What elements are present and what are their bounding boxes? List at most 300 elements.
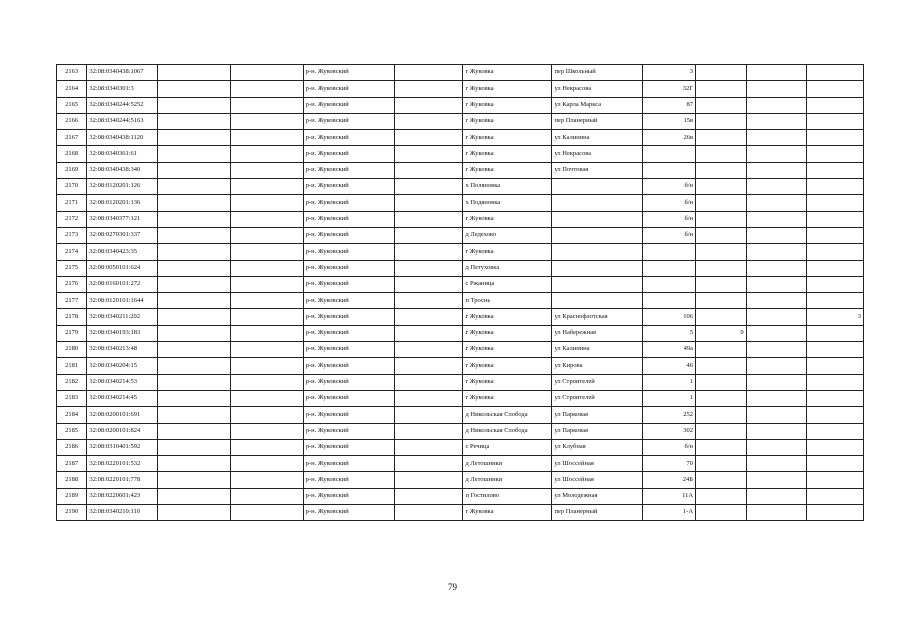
- extra-cell: [807, 505, 864, 521]
- extra-cell: [807, 65, 864, 81]
- locality-cell: г Жуковка: [463, 325, 552, 341]
- extra-cell: [696, 162, 747, 178]
- empty-cell: [394, 244, 463, 260]
- street-cell: ул Шоссейная: [552, 456, 643, 472]
- extra-cell: [807, 146, 864, 162]
- extra-cell: [696, 179, 747, 195]
- empty-cell: [230, 374, 303, 390]
- district-cell: р-н. Жуковский: [303, 505, 394, 521]
- house-cell: 24Б: [643, 472, 696, 488]
- street-cell: ул Строителей: [552, 390, 643, 406]
- table-row: [57, 456, 864, 472]
- extra-cell: [696, 505, 747, 521]
- empty-cell: [746, 374, 807, 390]
- locality-cell: г Жуковка: [463, 211, 552, 227]
- row-number: 2181: [57, 358, 87, 374]
- extra-cell: [807, 293, 864, 309]
- street-cell: ул Почтовая: [552, 162, 643, 178]
- empty-cell: [230, 260, 303, 276]
- table-row: [57, 407, 864, 423]
- house-cell: б/н: [643, 227, 696, 243]
- district-cell: р-н. Жуковский: [303, 472, 394, 488]
- empty-cell: [158, 309, 231, 325]
- cadastral-number: 32:08:0340193:183: [87, 325, 158, 341]
- street-cell: ул Некрасова: [552, 146, 643, 162]
- empty-cell: [746, 439, 807, 455]
- table-row: [57, 65, 864, 81]
- district-cell: р-н. Жуковский: [303, 162, 394, 178]
- empty-cell: [230, 244, 303, 260]
- table-row: [57, 260, 864, 276]
- table-row: [57, 244, 864, 260]
- street-cell: ул Шоссейная: [552, 472, 643, 488]
- empty-cell: [158, 260, 231, 276]
- empty-cell: [230, 97, 303, 113]
- extra-cell: 3: [807, 309, 864, 325]
- district-cell: р-н. Жуковский: [303, 227, 394, 243]
- district-cell: р-н. Жуковский: [303, 325, 394, 341]
- cadastral-number: 32:08:0340377:121: [87, 211, 158, 227]
- street-cell: [552, 244, 643, 260]
- empty-cell: [158, 472, 231, 488]
- cadastral-number: 32:08:0340438:1120: [87, 130, 158, 146]
- locality-cell: г Жуковка: [463, 81, 552, 97]
- empty-cell: [746, 162, 807, 178]
- empty-cell: [394, 472, 463, 488]
- empty-cell: [394, 423, 463, 439]
- cadastral-number: 32:08:0120201:126: [87, 179, 158, 195]
- empty-cell: [158, 146, 231, 162]
- extra-cell: [696, 293, 747, 309]
- empty-cell: [230, 113, 303, 129]
- house-cell: [643, 244, 696, 260]
- cadastral-number: 32:08:0340214:53: [87, 374, 158, 390]
- extra-cell: [696, 130, 747, 146]
- street-cell: ул Парковая: [552, 407, 643, 423]
- house-cell: 302: [643, 423, 696, 439]
- empty-cell: [394, 374, 463, 390]
- table-row: [57, 358, 864, 374]
- empty-cell: [394, 81, 463, 97]
- cadastral-number: 32:08:0220101:532: [87, 456, 158, 472]
- row-number: 2178: [57, 309, 87, 325]
- empty-cell: [158, 407, 231, 423]
- empty-cell: [158, 505, 231, 521]
- locality-cell: г Жуковка: [463, 97, 552, 113]
- locality-cell: г Жуковка: [463, 390, 552, 406]
- table-row: [57, 505, 864, 521]
- row-number: 2180: [57, 342, 87, 358]
- empty-cell: [746, 423, 807, 439]
- street-cell: ул Кирова: [552, 358, 643, 374]
- extra-cell: [807, 456, 864, 472]
- empty-cell: [394, 276, 463, 292]
- cadastral-number: 32:08:0200101:691: [87, 407, 158, 423]
- empty-cell: [746, 146, 807, 162]
- cadastral-number: 32:08:0340214:45: [87, 390, 158, 406]
- cadastral-number: 32:08:0340438:340: [87, 162, 158, 178]
- empty-cell: [230, 439, 303, 455]
- empty-cell: [230, 195, 303, 211]
- district-cell: р-н. Жуковский: [303, 179, 394, 195]
- empty-cell: [158, 439, 231, 455]
- empty-cell: [158, 65, 231, 81]
- street-cell: ул Набережная: [552, 325, 643, 341]
- extra-cell: [696, 260, 747, 276]
- empty-cell: [158, 130, 231, 146]
- table-row: [57, 325, 864, 341]
- extra-cell: [807, 423, 864, 439]
- empty-cell: [230, 456, 303, 472]
- empty-cell: [158, 276, 231, 292]
- district-cell: р-н. Жуковский: [303, 439, 394, 455]
- table-row: [57, 97, 864, 113]
- empty-cell: [746, 260, 807, 276]
- empty-cell: [746, 342, 807, 358]
- empty-cell: [746, 97, 807, 113]
- extra-cell: [807, 97, 864, 113]
- district-cell: р-н. Жуковский: [303, 342, 394, 358]
- street-cell: ул Некрасова: [552, 81, 643, 97]
- empty-cell: [230, 293, 303, 309]
- table-row: [57, 488, 864, 504]
- empty-cell: [158, 211, 231, 227]
- empty-cell: [746, 407, 807, 423]
- empty-cell: [394, 456, 463, 472]
- house-cell: [643, 260, 696, 276]
- cadastral-number: 32:08:0120101:1644: [87, 293, 158, 309]
- cadastral-number: 32:08:0340423:35: [87, 244, 158, 260]
- empty-cell: [158, 488, 231, 504]
- locality-cell: х Поляновка: [463, 179, 552, 195]
- extra-cell: [807, 260, 864, 276]
- extra-cell: [807, 374, 864, 390]
- empty-cell: [746, 211, 807, 227]
- cadastral-number: 32:08:0340211:202: [87, 309, 158, 325]
- row-number: 2171: [57, 195, 87, 211]
- extra-cell: [696, 146, 747, 162]
- registry-table: [56, 64, 864, 521]
- empty-cell: [230, 227, 303, 243]
- street-cell: [552, 293, 643, 309]
- house-cell: 15в: [643, 113, 696, 129]
- extra-cell: [807, 113, 864, 129]
- cadastral-number: 32:08:0340210:110: [87, 505, 158, 521]
- street-cell: [552, 260, 643, 276]
- empty-cell: [746, 456, 807, 472]
- row-number: 2169: [57, 162, 87, 178]
- locality-cell: г Жуковка: [463, 146, 552, 162]
- house-cell: 252: [643, 407, 696, 423]
- empty-cell: [230, 130, 303, 146]
- street-cell: ул Калинина: [552, 342, 643, 358]
- extra-cell: [696, 309, 747, 325]
- locality-cell: г Жуковка: [463, 342, 552, 358]
- house-cell: 5: [643, 325, 696, 341]
- extra-cell: [696, 342, 747, 358]
- street-cell: [552, 276, 643, 292]
- table-row: [57, 472, 864, 488]
- empty-cell: [158, 179, 231, 195]
- extra-cell: [807, 439, 864, 455]
- row-number: 2175: [57, 260, 87, 276]
- extra-cell: [696, 276, 747, 292]
- row-number: 2190: [57, 505, 87, 521]
- extra-cell: [696, 97, 747, 113]
- row-number: 2168: [57, 146, 87, 162]
- empty-cell: [746, 472, 807, 488]
- row-number: 2185: [57, 423, 87, 439]
- extra-cell: 9: [696, 325, 747, 341]
- district-cell: р-н. Жуковский: [303, 276, 394, 292]
- registry-rows: [57, 65, 864, 521]
- empty-cell: [230, 325, 303, 341]
- locality-cell: г Жуковка: [463, 358, 552, 374]
- row-number: 2166: [57, 113, 87, 129]
- empty-cell: [746, 488, 807, 504]
- cadastral-number: 32:08:0200101:824: [87, 423, 158, 439]
- empty-cell: [394, 407, 463, 423]
- district-cell: р-н. Жуковский: [303, 211, 394, 227]
- table-row: [57, 211, 864, 227]
- extra-cell: [696, 439, 747, 455]
- table-row: [57, 113, 864, 129]
- empty-cell: [746, 276, 807, 292]
- extra-cell: [807, 390, 864, 406]
- table-row: [57, 390, 864, 406]
- house-cell: б/н: [643, 439, 696, 455]
- cadastral-number: 32:08:0120201:136: [87, 195, 158, 211]
- district-cell: р-н. Жуковский: [303, 146, 394, 162]
- empty-cell: [230, 505, 303, 521]
- row-number: 2163: [57, 65, 87, 81]
- extra-cell: [696, 374, 747, 390]
- street-cell: пер Школьный: [552, 65, 643, 81]
- street-cell: ул Парковая: [552, 423, 643, 439]
- table-row: [57, 130, 864, 146]
- extra-cell: [807, 81, 864, 97]
- empty-cell: [746, 65, 807, 81]
- extra-cell: [696, 227, 747, 243]
- row-number: 2174: [57, 244, 87, 260]
- empty-cell: [394, 505, 463, 521]
- empty-cell: [394, 439, 463, 455]
- district-cell: р-н. Жуковский: [303, 260, 394, 276]
- empty-cell: [230, 390, 303, 406]
- row-number: 2173: [57, 227, 87, 243]
- empty-cell: [230, 179, 303, 195]
- cadastral-number: 32:08:0340204:15: [87, 358, 158, 374]
- district-cell: р-н. Жуковский: [303, 390, 394, 406]
- empty-cell: [746, 505, 807, 521]
- district-cell: р-н. Жуковский: [303, 309, 394, 325]
- cadastral-number: 32:08:0340244:5252: [87, 97, 158, 113]
- house-cell: 3: [643, 65, 696, 81]
- house-cell: б/н: [643, 195, 696, 211]
- district-cell: р-н. Жуковский: [303, 456, 394, 472]
- street-cell: ул Молодежная: [552, 488, 643, 504]
- district-cell: р-н. Жуковский: [303, 81, 394, 97]
- table-row: [57, 276, 864, 292]
- cadastral-number: 32:08:0340361:61: [87, 146, 158, 162]
- locality-cell: д Никольская Слобода: [463, 423, 552, 439]
- house-cell: 106: [643, 309, 696, 325]
- empty-cell: [158, 456, 231, 472]
- locality-cell: с Ржаница: [463, 276, 552, 292]
- empty-cell: [158, 293, 231, 309]
- house-cell: 1: [643, 374, 696, 390]
- district-cell: р-н. Жуковский: [303, 97, 394, 113]
- district-cell: р-н. Жуковский: [303, 130, 394, 146]
- row-number: 2167: [57, 130, 87, 146]
- locality-cell: п Гостилово: [463, 488, 552, 504]
- row-number: 2176: [57, 276, 87, 292]
- extra-cell: [807, 276, 864, 292]
- empty-cell: [746, 130, 807, 146]
- cadastral-number: 32:08:0340244:5163: [87, 113, 158, 129]
- empty-cell: [158, 113, 231, 129]
- empty-cell: [394, 488, 463, 504]
- empty-cell: [394, 146, 463, 162]
- empty-cell: [158, 81, 231, 97]
- house-cell: [643, 276, 696, 292]
- house-cell: 26в: [643, 130, 696, 146]
- empty-cell: [158, 390, 231, 406]
- locality-cell: д Летошники: [463, 456, 552, 472]
- row-number: 2184: [57, 407, 87, 423]
- empty-cell: [158, 97, 231, 113]
- extra-cell: [696, 456, 747, 472]
- extra-cell: [807, 162, 864, 178]
- empty-cell: [746, 244, 807, 260]
- table-row: [57, 309, 864, 325]
- street-cell: ул Калинина: [552, 130, 643, 146]
- empty-cell: [746, 390, 807, 406]
- district-cell: р-н. Жуковский: [303, 358, 394, 374]
- table-row: [57, 81, 864, 97]
- cadastral-number: 32:08:0340301:3: [87, 81, 158, 97]
- extra-cell: [696, 81, 747, 97]
- locality-cell: г Жуковка: [463, 309, 552, 325]
- empty-cell: [394, 195, 463, 211]
- locality-cell: г Жуковка: [463, 505, 552, 521]
- district-cell: р-н. Жуковский: [303, 195, 394, 211]
- district-cell: р-н. Жуковский: [303, 113, 394, 129]
- extra-cell: [807, 195, 864, 211]
- district-cell: р-н. Жуковский: [303, 423, 394, 439]
- house-cell: 87: [643, 97, 696, 113]
- extra-cell: [696, 211, 747, 227]
- street-cell: [552, 227, 643, 243]
- house-cell: [643, 146, 696, 162]
- locality-cell: г Жуковка: [463, 162, 552, 178]
- empty-cell: [394, 162, 463, 178]
- extra-cell: [807, 244, 864, 260]
- street-cell: пер Планерный: [552, 505, 643, 521]
- empty-cell: [230, 146, 303, 162]
- street-cell: [552, 211, 643, 227]
- empty-cell: [746, 179, 807, 195]
- cadastral-number: 32:08:0270301:337: [87, 227, 158, 243]
- row-number: 2165: [57, 97, 87, 113]
- district-cell: р-н. Жуковский: [303, 374, 394, 390]
- street-cell: пер Планерный: [552, 113, 643, 129]
- row-number: 2182: [57, 374, 87, 390]
- empty-cell: [158, 342, 231, 358]
- table-row: [57, 374, 864, 390]
- extra-cell: [807, 342, 864, 358]
- locality-cell: п Троснь: [463, 293, 552, 309]
- district-cell: р-н. Жуковский: [303, 407, 394, 423]
- house-cell: б/н: [643, 211, 696, 227]
- house-cell: 1-А: [643, 505, 696, 521]
- empty-cell: [394, 113, 463, 129]
- cadastral-number: 32:08:0160101:272: [87, 276, 158, 292]
- empty-cell: [158, 358, 231, 374]
- extra-cell: [696, 488, 747, 504]
- row-number: 2172: [57, 211, 87, 227]
- empty-cell: [394, 390, 463, 406]
- empty-cell: [394, 325, 463, 341]
- table-row: [57, 162, 864, 178]
- empty-cell: [394, 358, 463, 374]
- empty-cell: [158, 423, 231, 439]
- row-number: 2170: [57, 179, 87, 195]
- table-row: [57, 342, 864, 358]
- extra-cell: [696, 113, 747, 129]
- empty-cell: [746, 81, 807, 97]
- house-cell: 1: [643, 390, 696, 406]
- empty-cell: [394, 293, 463, 309]
- empty-cell: [746, 293, 807, 309]
- table-row: [57, 227, 864, 243]
- locality-cell: г Жуковка: [463, 65, 552, 81]
- empty-cell: [230, 81, 303, 97]
- street-cell: [552, 179, 643, 195]
- empty-cell: [230, 488, 303, 504]
- empty-cell: [746, 113, 807, 129]
- extra-cell: [807, 472, 864, 488]
- row-number: 2187: [57, 456, 87, 472]
- empty-cell: [394, 65, 463, 81]
- row-number: 2177: [57, 293, 87, 309]
- empty-cell: [394, 309, 463, 325]
- empty-cell: [230, 407, 303, 423]
- street-cell: ул Клубная: [552, 439, 643, 455]
- extra-cell: [696, 390, 747, 406]
- house-cell: б/н: [643, 179, 696, 195]
- empty-cell: [158, 162, 231, 178]
- extra-cell: [807, 407, 864, 423]
- cadastral-number: 32:08:0340213:48: [87, 342, 158, 358]
- house-cell: 46: [643, 358, 696, 374]
- street-cell: [552, 195, 643, 211]
- empty-cell: [230, 342, 303, 358]
- empty-cell: [394, 342, 463, 358]
- empty-cell: [746, 227, 807, 243]
- extra-cell: [696, 358, 747, 374]
- table-row: [57, 423, 864, 439]
- extra-cell: [696, 407, 747, 423]
- row-number: 2186: [57, 439, 87, 455]
- empty-cell: [394, 130, 463, 146]
- locality-cell: д Петуховка: [463, 260, 552, 276]
- empty-cell: [158, 374, 231, 390]
- locality-cell: д Летошники: [463, 472, 552, 488]
- extra-cell: [696, 472, 747, 488]
- row-number: 2179: [57, 325, 87, 341]
- empty-cell: [394, 179, 463, 195]
